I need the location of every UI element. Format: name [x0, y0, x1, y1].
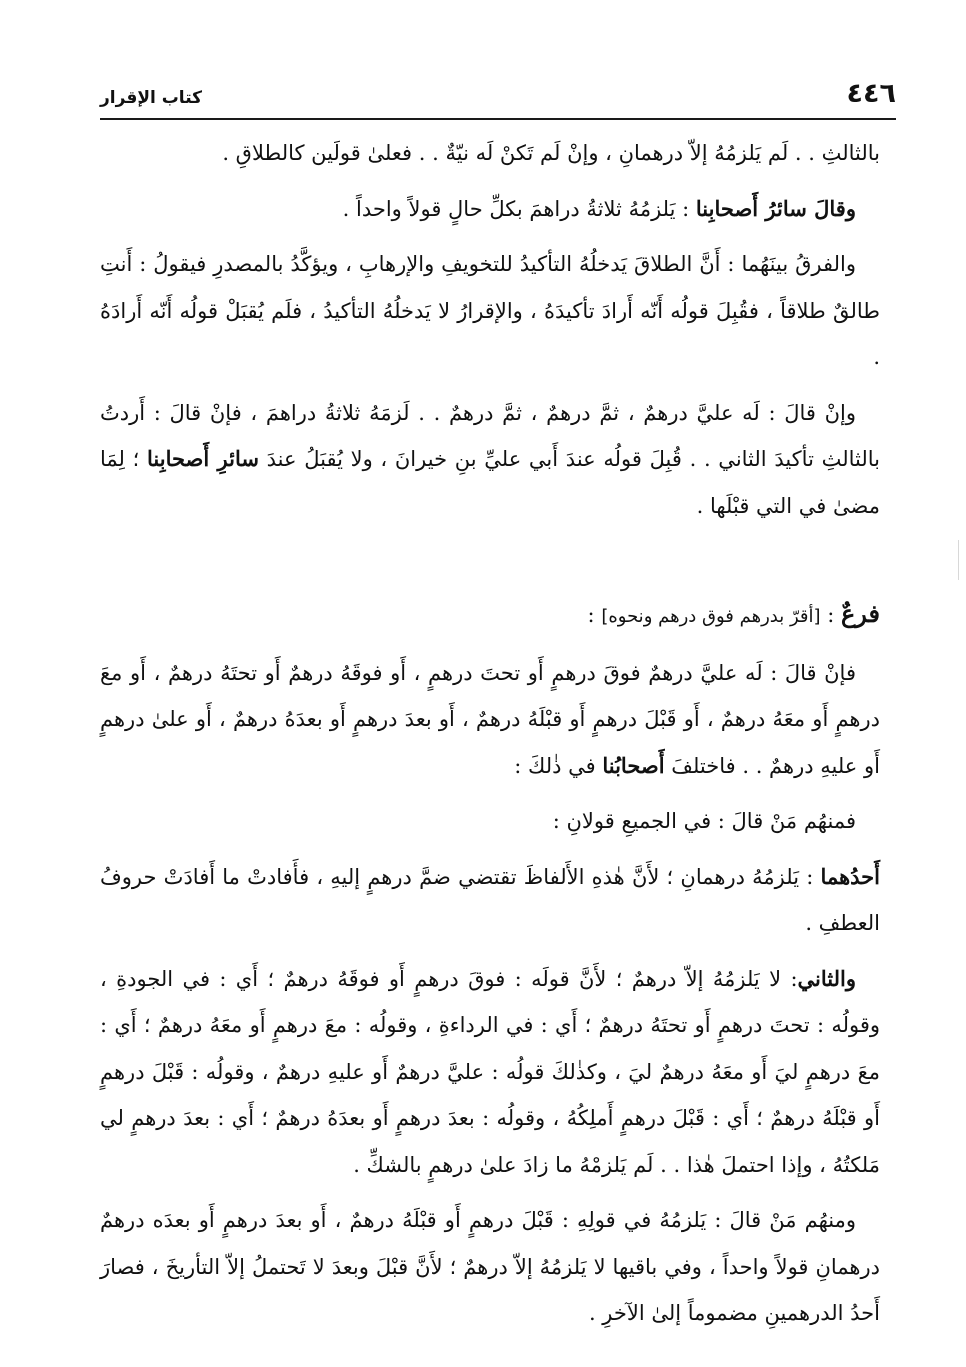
paragraph-second-opinion [100, 956, 880, 1189]
paragraph-text: وإنْ قالَ : لَه عليَّ درهمٌ ، ثمَّ درهمٌ ، ثمَّ درهمٌ . . لَزمَهُ ثلاثةُ دراهمَ ، فإنْ قالَ : أَردتُ بالثالثِ تأكيدَ الثاني . . قُبِلَ قولُه عندَ أَبي عليِّ بنِ خيرانَ ، ولا يُقبَلُ عندَ [100, 400, 881, 471]
page-number: ٤٤٦ [846, 78, 896, 109]
paragraph-two-opinions [100, 798, 880, 845]
paragraph-other-view [100, 1197, 880, 1337]
paragraph-text: والفرقُ بينَهُما : أَنَّ الطلاقَ يَدخلُهُ التأكيدُ للتخويفِ والإرهابِ ، ويؤكَّدُ بالمصدرِ فيقولُ : أَنتِ طالقٌ طلاقاً ، فقُبِلَ قولُه أَنّه أَرادَ تأكيدَهُ ، والإقرارُ لا يَدخلُهُ التأكيدُ ، فلَم يُقبَلْ قولُه أَنّه أَرادَهُ . [100, 252, 880, 369]
page-body [100, 130, 880, 1346]
paragraph-lead: وقالَ سائرُ أَصحابِنا [695, 195, 856, 221]
paragraph-first-opinion [100, 854, 880, 947]
paragraph-tail: ؛ لِمَا مضىٰ في التي قبْلَها . [100, 447, 880, 518]
paragraph-difference [100, 241, 880, 381]
paragraph-three-dirhams [100, 390, 880, 530]
page-header [100, 72, 896, 118]
paragraph-text: : يَلزمُهُ درهمانِ ؛ لأَنَّ هٰذهِ الأَلفاظَ تقتضي ضمَّ درهمٍ إليهِ ، فأَفادتْ ما أَفادَتْ حروفُ العطفِ . [100, 864, 880, 935]
paragraph-text: : لا يَلزمُهُ إلاّ درهمٌ ؛ لأَنَّ قولَه : فوقَ درهمٍ أَو فوقَهُ درهمٌ ؛ أَي : في الجودةِ ، وقولُه : تحتَ درهمٍ أَو تحتَهُ درهمٌ ؛ أَي : في الرداءةِ ، وقولُه : معَ درهمٍ أَو معَهُ درهمٌ ؛ أَي : معَ درهمٍ ليَ أَو معَهُ درهمٌ ليَ ، وكذٰلكَ قولُه : عليَّ درهمٌ أَو عليهِ درهمٌ ، وقولُه : قَبْلَ درهمٍ أَو قبْلَهُ درهمٌ ؛ أَي : قَبْلَ درهمٍ أَملِكُهُ ، وقولُه : بعدَ درهمٍ أَو بعدَهُ درهمٌ ؛ أَي : بعدَ درهمٍ لي مَلكتُهُ ، وإذا احتملَ هٰذا . . لَم يَلزمْهُ ما زادَ علىٰ درهمٍ بالشكِّ . [100, 966, 880, 1177]
emphasis-text: سائرِ أَصحابِنا [147, 446, 259, 471]
paragraph-text: فإنْ قالَ : لَه عليَّ درهمٌ فوقَ درهمٍ أَو تحتَ درهمٍ ، أَو فوقَهُ درهمٌ أَو تحتَهُ درهمٌ ، أَو معَ درهمٍ أَو معَهُ درهمٌ ، أَو قَبْلَ درهمٍ أَو قبْلَهُ درهمٌ ، أَو بعدَ درهمٍ أَو بعدَهُ درهمٌ ، أَو علىٰ درهمٍ أَو عليهِ درهمٌ . . فاختلفَ [100, 660, 880, 778]
branch-heading [100, 591, 880, 641]
paragraph-text: بالثالثِ . . لَم يَلزمُهُ إلاّ درهمانِ ، وإنْ لَم تَكنْ لَه نيّةٌ . . فعلىٰ قولَين كالطلاقِ . [222, 141, 880, 165]
paragraph-lead: أَحدُهما [820, 863, 880, 889]
paragraph-text: فمنهُم مَنْ قالَ : في الجميعِ قولانِ : [552, 809, 856, 833]
branch-separator: : [820, 603, 841, 627]
paragraph-text: ومنهُم مَنْ قالَ : يَلزمُهُ في قولِهِ : قَبْلَ درهمٍ أَو قبْلَهُ درهمٌ ، أَو بعدَ درهمٍ أَو بعدَه درهمٌ درهمانِ قولاً واحداً ، وفي باقيها لا يَلزمُهُ إلاّ درهمٌ ؛ لأَنَّ قبْلَ وبعدَ لا تَحتملُ إلاّ التأريخَ ، فصارَ أَحدُ الدرهمينِ مضموماً إلىٰ الآخرِ . [100, 1208, 880, 1325]
paragraph-text: : يَلزمُهُ ثلاثةُ دراهمَ بكلِّ حالٍ قولاً واحداً . [342, 196, 696, 221]
paragraph-cases [100, 650, 880, 790]
branch-label: فرعٌ [840, 599, 880, 628]
emphasis-text: أَصحابُنا [602, 752, 665, 778]
paragraph-lead: والثاني [797, 965, 856, 991]
scan-margin-mark [958, 540, 959, 580]
running-title: كتاب الإقرار [100, 88, 203, 108]
header-divider [100, 118, 896, 120]
branch-title: [أقرّ بدرهم فوق درهم ونحوه] [601, 606, 821, 627]
paragraph-majority-opinion [100, 186, 880, 233]
paragraph-continuation [100, 130, 880, 177]
paragraph-tail: في ذٰلكَ : [514, 753, 603, 778]
branch-tail: : [587, 603, 602, 627]
